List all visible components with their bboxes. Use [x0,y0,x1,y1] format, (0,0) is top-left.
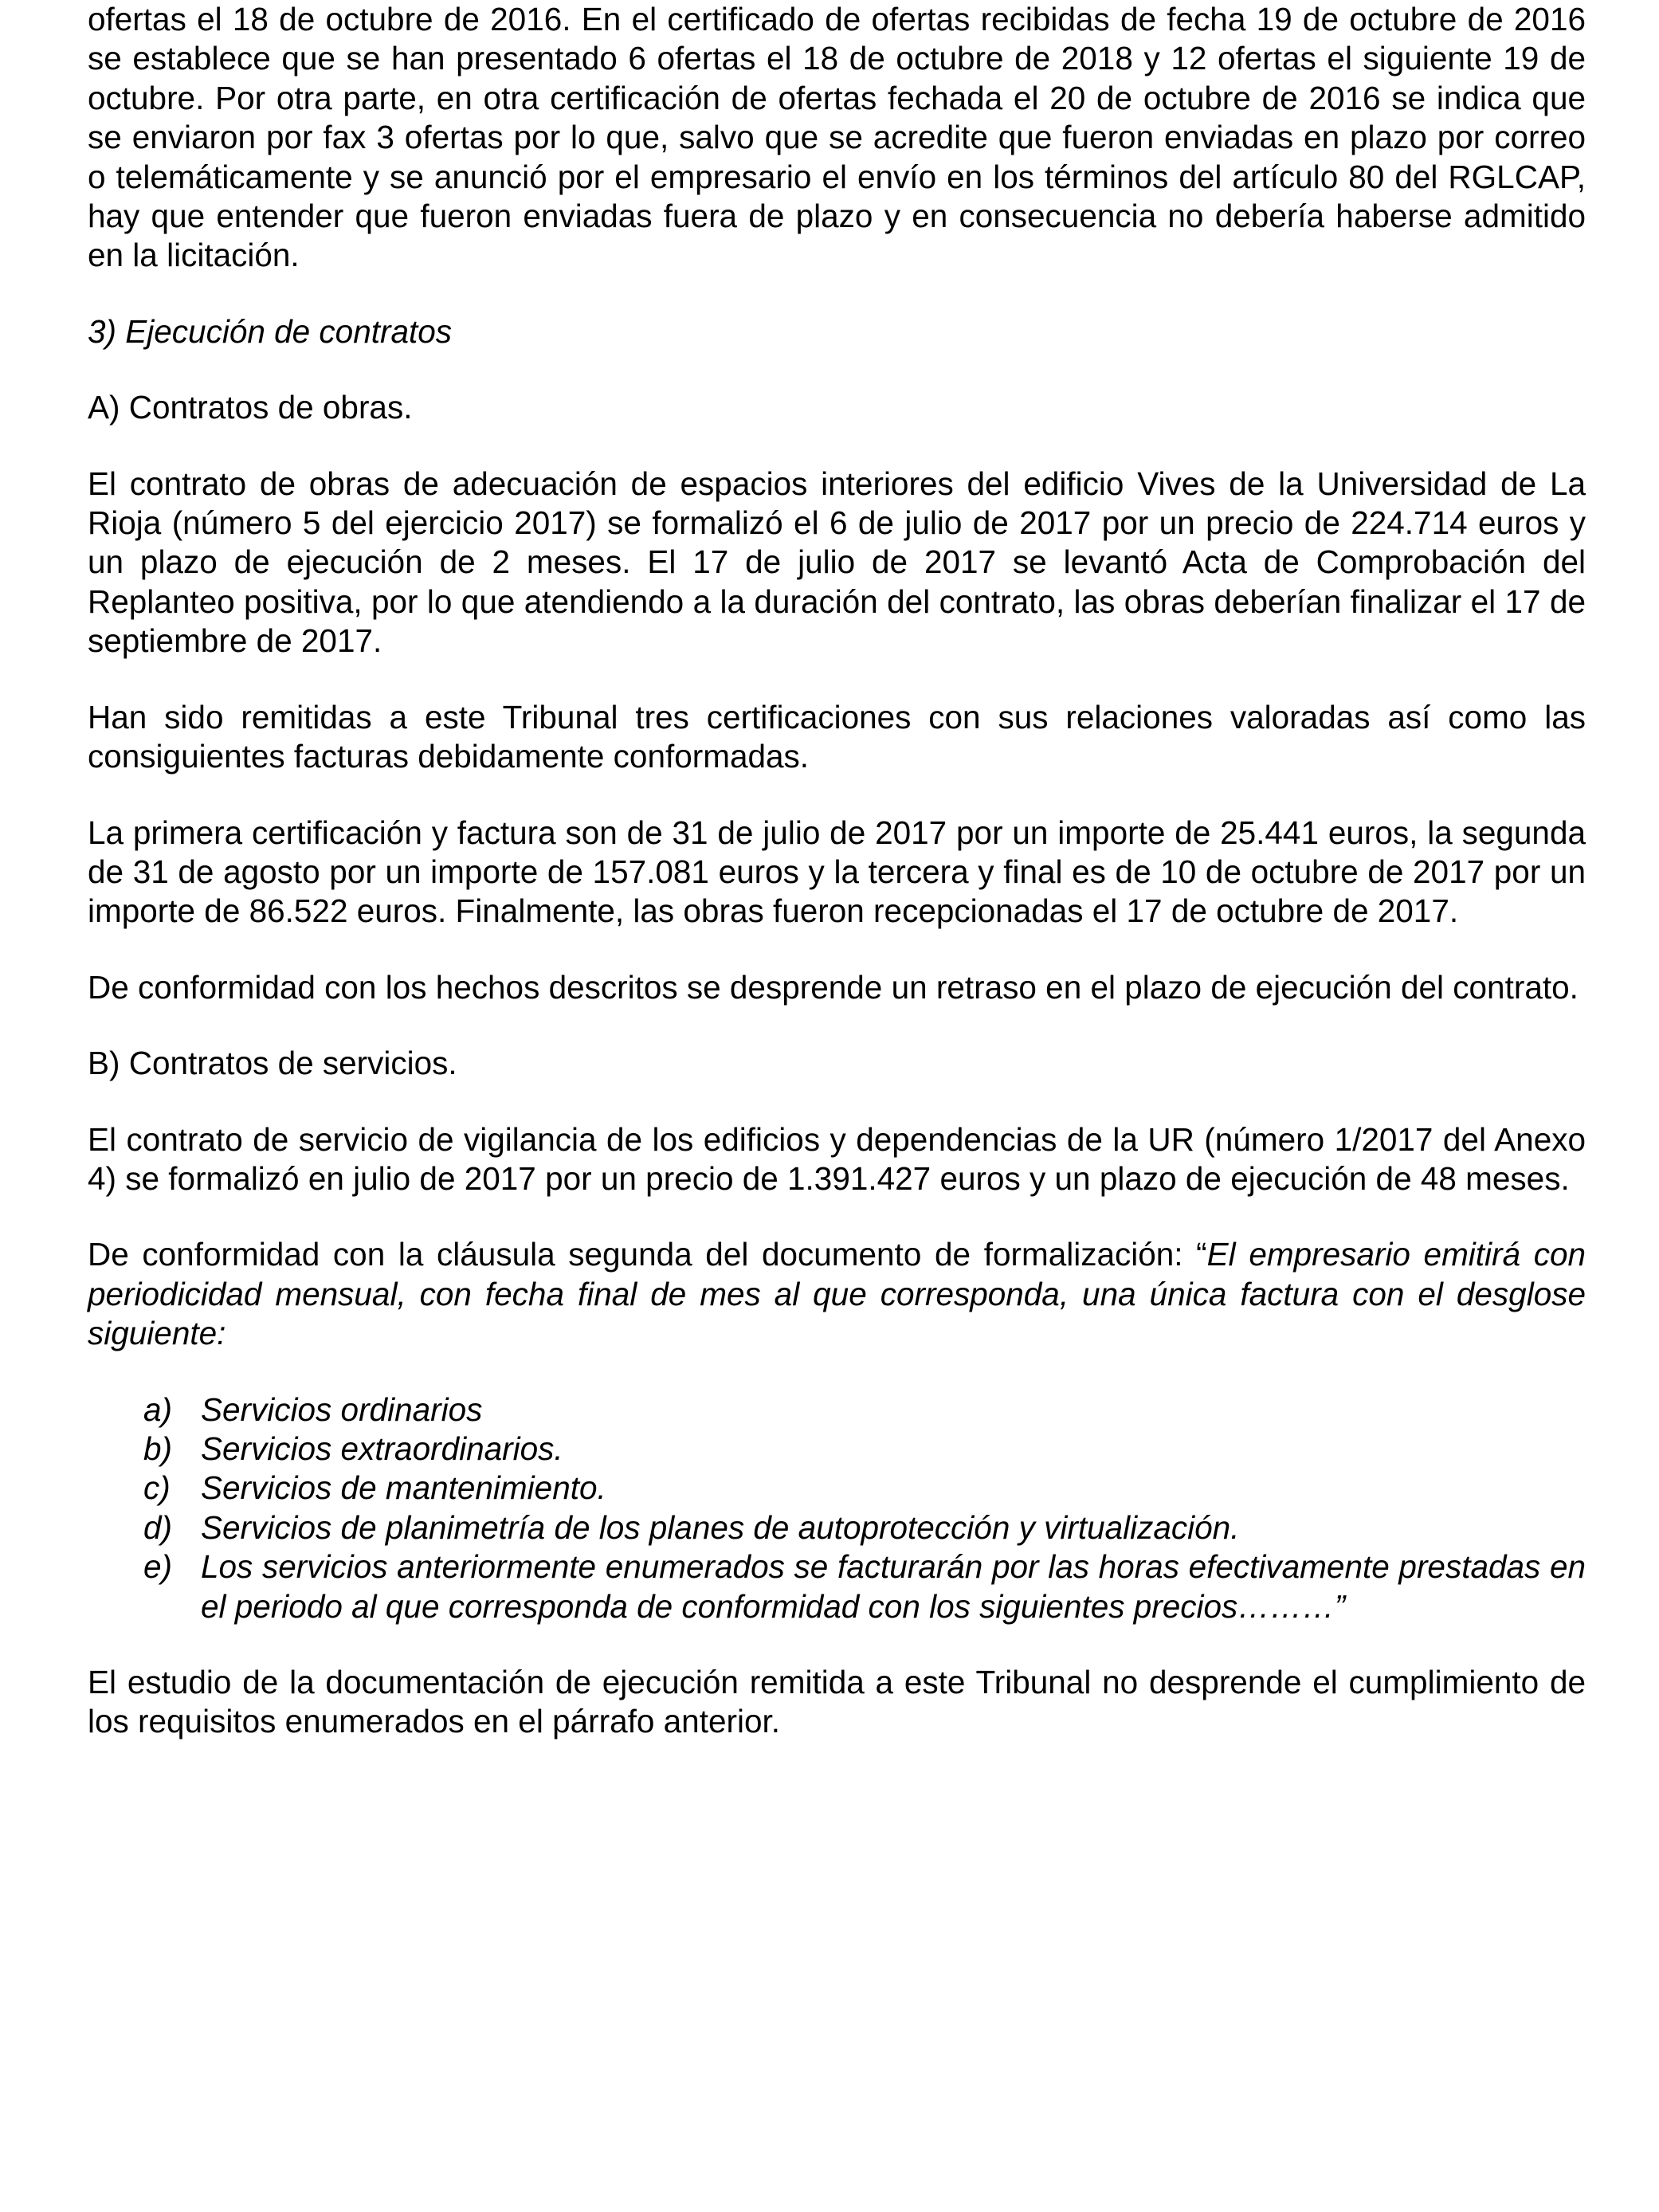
list-marker: b) [143,1430,173,1467]
list-item [88,1547,1586,1626]
list-item-text: Servicios ordinarios [201,1390,483,1428]
paragraph-obras-certificaciones: Han sido remitidas a este Tribunal tres certificaciones con sus relaciones valoradas así como las consiguientes facturas debidamente conformadas. [88,698,1586,775]
list-item [88,1430,1586,1469]
list-marker: c) [143,1469,171,1507]
subsection-heading-obras: A) Contratos de obras. [88,389,413,426]
paragraph-obras-contrato: El contrato de obras de adecuación de espacios interiores del edificio Vives de la Universidad de La Rioja (número 5 del ejercicio 2017) se formalizó el 6 de julio de 2017 por un precio de 224.714 euros y un plazo de ejecución de 2 meses. El 17 de julio de 2017 se levantó Acta de Comprobación del Replanteo positiva, por lo que atendiendo a la duración del contrato, las obras deberían finalizar el 17 de septiembre de 2017. [88,465,1586,660]
paragraph-servicios-contrato: El contrato de servicio de vigilancia de los edificios y dependencias de la UR (número 1/2017 del Anexo 4) se formalizó en julio de 2017 por un precio de 1.391.427 euros y un plazo de ejecución de 48 meses. [88,1120,1586,1197]
list-item-text: Servicios extraordinarios. [201,1430,563,1467]
paragraph-obras-importes: La primera certificación y factura son de 31 de julio de 2017 por un importe de 25.441 euros, la segunda de 31 de agosto por un importe de 157.081 euros y la tercera y final es de 10 de octubre de 2017 por un importe de 86.522 euros. Finalmente, las obras fueron recepcionadas el 17 de octubre de 2017. [88,814,1586,930]
document-page [88,0,1586,1742]
list-item-text: Servicios de mantenimiento. [201,1469,606,1507]
list-item-text: Servicios de planimetría de los planes de autoprotección y virtualización. [201,1508,1240,1546]
list-item [88,1390,1586,1430]
list-item [88,1508,1586,1547]
paragraph-ofertas: ofertas el 18 de octubre de 2016. En el certificado de ofertas recibidas de fecha 19 de octubre de 2016 se establece que se han presentado 6 ofertas el 18 de octubre de 2018 y 12 ofertas el siguiente 19 de octubre. Por otra parte, en otra certificación de ofertas fechada el 20 de octubre de 2016 se indica que se enviaron por fax 3 ofertas por lo que, salvo que se acredite que fueron enviadas en plazo por correo o telemáticamente y se anunció por el empresario el envío en los términos del artículo 80 del RGLCAP, hay que entender que fueron enviadas fuera de plazo y en consecuencia no debería haberse admitido en la licitación. [88,1,1586,274]
list-marker: d) [143,1508,173,1546]
section-heading-ejecucion: 3) Ejecución de contratos [88,312,453,350]
list-item-text: Los servicios anteriormente enumerados se facturarán por las horas efectivamente prestadas en el periodo al que corresponda de conformidad con los siguientes precios………” [201,1548,1586,1625]
subsection-heading-servicios: B) Contratos de servicios. [88,1045,457,1082]
paragraph-conclusion: El estudio de la documentación de ejecución remitida a este Tribunal no desprende el cumplimiento de los requisitos enumerados en el párrafo anterior. [88,1664,1586,1740]
paragraph-obras-retraso: De conformidad con los hechos descritos se desprende un retraso en el plazo de ejecución del contrato. [88,968,1579,1006]
list-marker: e) [143,1548,173,1586]
list-item [88,1469,1586,1508]
clausula-lead-text: De conformidad con la cláusula segunda del documento de formalización: “ [88,1236,1207,1273]
clausula-quote-text: El empresario emitirá con periodicidad mensual, con fecha final de mes al que corresponda, una única factura con el desglose siguiente: [88,1236,1586,1352]
paragraph-servicios-clausula [88,1235,1586,1353]
servicios-list [88,1390,1586,1626]
list-marker: a) [143,1390,173,1428]
